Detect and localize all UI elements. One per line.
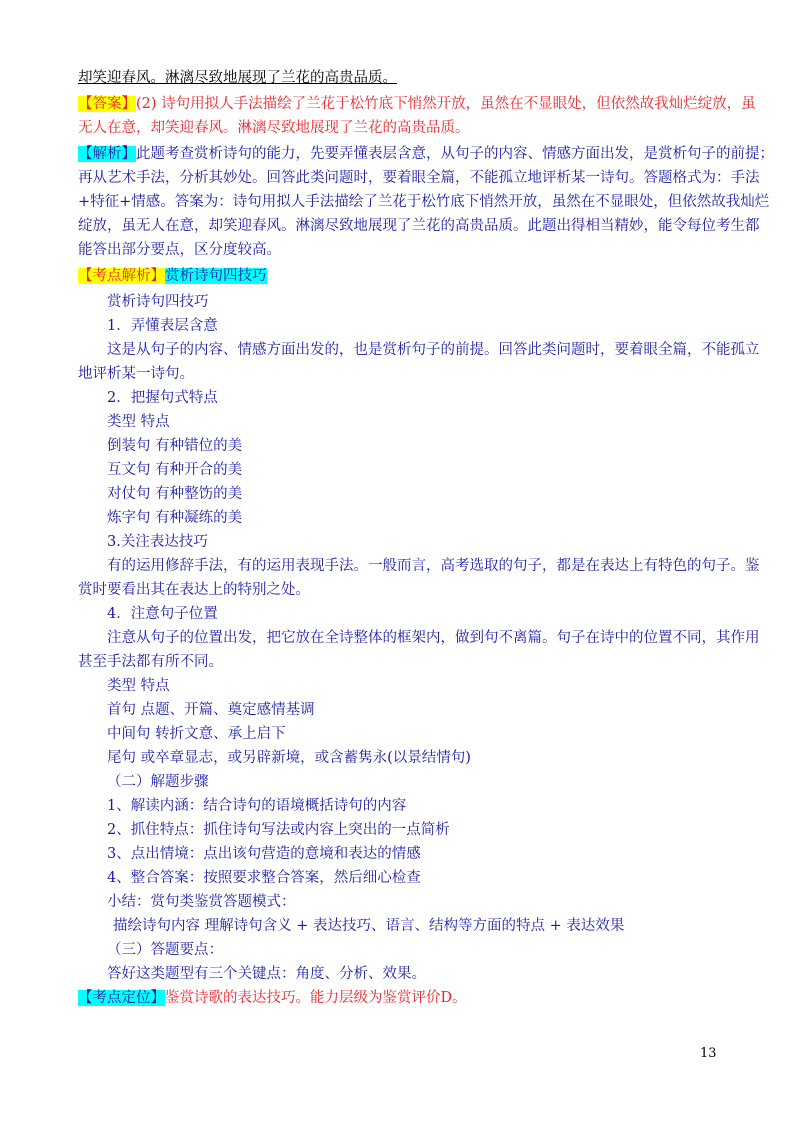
continued-answer-line: 却笑迎春风。淋漓尽致地展现了兰花的高贵品质。 [78, 70, 397, 86]
point-1-text-2: 地评析某一诗句。 [78, 366, 194, 382]
steps-heading: （二）解题步骤 [107, 774, 209, 790]
kaodian-tag: 【考点解析】 [78, 268, 165, 284]
page-number: 13 [700, 1046, 717, 1061]
point-1-heading: 1．弄懂表层含意 [107, 318, 218, 334]
point-1-text-1: 这是从句子的内容、情感方面出发的，也是赏析句子的前提。回答此类问题时，要着眼全篇，不能孤立 [107, 342, 760, 358]
step-item: 4、整合答案：按照要求整合答案，然后细心检查 [107, 870, 421, 886]
analysis-tag: 【解析】 [78, 146, 136, 162]
analysis-text-5: 能答出部分要点，区分度较高。 [78, 242, 281, 258]
analysis-text-3: +特征+情感。答案为：诗句用拟人手法描绘了兰花于松竹底下悄然开放，虽然在不显眼处，但依然故我灿烂 [78, 194, 770, 210]
sentence-type-item: 炼字句 有种凝练的美 [107, 510, 243, 526]
point-4-text-1: 注意从句子的位置出发，把它放在全诗整体的框架内，做到句不离篇。句子在诗中的位置不同，其作用 [107, 630, 760, 646]
point-4-heading: 4．注意句子位置 [107, 606, 218, 622]
summary-heading: 小结：赏句类鉴赏答题模式： [107, 894, 296, 910]
dingwei-text: 鉴赏诗歌的表达技巧。能力层级为鉴赏评价D。 [165, 990, 467, 1006]
point-3-heading: 3.关注表达技巧 [107, 534, 208, 550]
answer-tag: 【答案】 [78, 96, 136, 112]
sentence-type-header: 类型 特点 [107, 414, 170, 430]
dingwei-tag: 【考点定位】 [78, 990, 165, 1006]
sentence-type-item: 倒装句 有种错位的美 [107, 438, 243, 454]
document-page [78, 66, 774, 1010]
section-title: 赏析诗句四技巧 [107, 294, 209, 310]
point-4-text-2: 甚至手法都有所不同。 [78, 654, 223, 670]
key-points-text: 答好这类题型有三个关键点：角度、分析、效果。 [107, 966, 426, 982]
sentence-type-item: 互文句 有种开合的美 [107, 462, 243, 478]
dingwei-section [78, 986, 726, 1010]
position-type-item: 首句 点题、开篇、奠定感情基调 [107, 702, 315, 718]
analysis-text-4: 绽放，虽无人在意，却笑迎春风。淋漓尽致地展现了兰花的高贵品质。此题出得相当精妙，能令每位考生都 [78, 218, 760, 234]
summary-formula: 描绘诗句内容 理解诗句含义 + 表达技巧、语言、结构等方面的特点 + 表达效果 [113, 918, 625, 934]
analysis-section [78, 142, 774, 262]
key-points-heading: （三）答题要点： [107, 942, 223, 958]
sentence-type-item: 对仗句 有种整饬的美 [107, 486, 243, 502]
kaodian-title: 赏析诗句四技巧 [165, 268, 267, 284]
answer-section [78, 92, 756, 140]
step-item: 1、解读内涵：结合诗句的语境概括诗句的内容 [107, 798, 407, 814]
analysis-text-2: 再从艺术手法，分析其妙处。回答此类问题时，要着眼全篇，不能孤立地评析某一诗句。答题格式为：手法 [78, 170, 760, 186]
point-3-text-2: 赏时要看出其在表达上的特别之处。 [78, 582, 310, 598]
step-item: 2、抓住特点：抓住诗句写法或内容上突出的一点简析 [107, 822, 450, 838]
position-type-item: 中间句 转折文意、承上启下 [107, 726, 286, 742]
position-type-item: 尾句 或卒章显志，或另辟新境，或含蓄隽永(以景结情句) [107, 750, 471, 766]
answer-text-2: 无人在意，却笑迎春风。淋漓尽致地展现了兰花的高贵品质。 [78, 120, 470, 136]
analysis-text-1: 此题考查赏析诗句的能力，先要弄懂表层含意，从句子的内容、情感方面出发，是赏析句子的前提； [136, 146, 774, 162]
step-item: 3、点出情境：点出该句营造的意境和表达的情感 [107, 846, 421, 862]
position-type-header: 类型 特点 [107, 678, 170, 694]
answer-text-1: (2) 诗句用拟人手法描绘了兰花于松竹底下悄然开放，虽然在不显眼处，但依然故我灿烂绽放，虽 [136, 96, 756, 112]
kaodian-heading [78, 264, 726, 288]
point-2-heading: 2．把握句式特点 [107, 390, 218, 406]
point-3-text-1: 有的运用修辞手法，有的运用表现手法。一般而言，高考选取的句子，都是在表达上有特色的句子。鉴 [107, 558, 760, 574]
